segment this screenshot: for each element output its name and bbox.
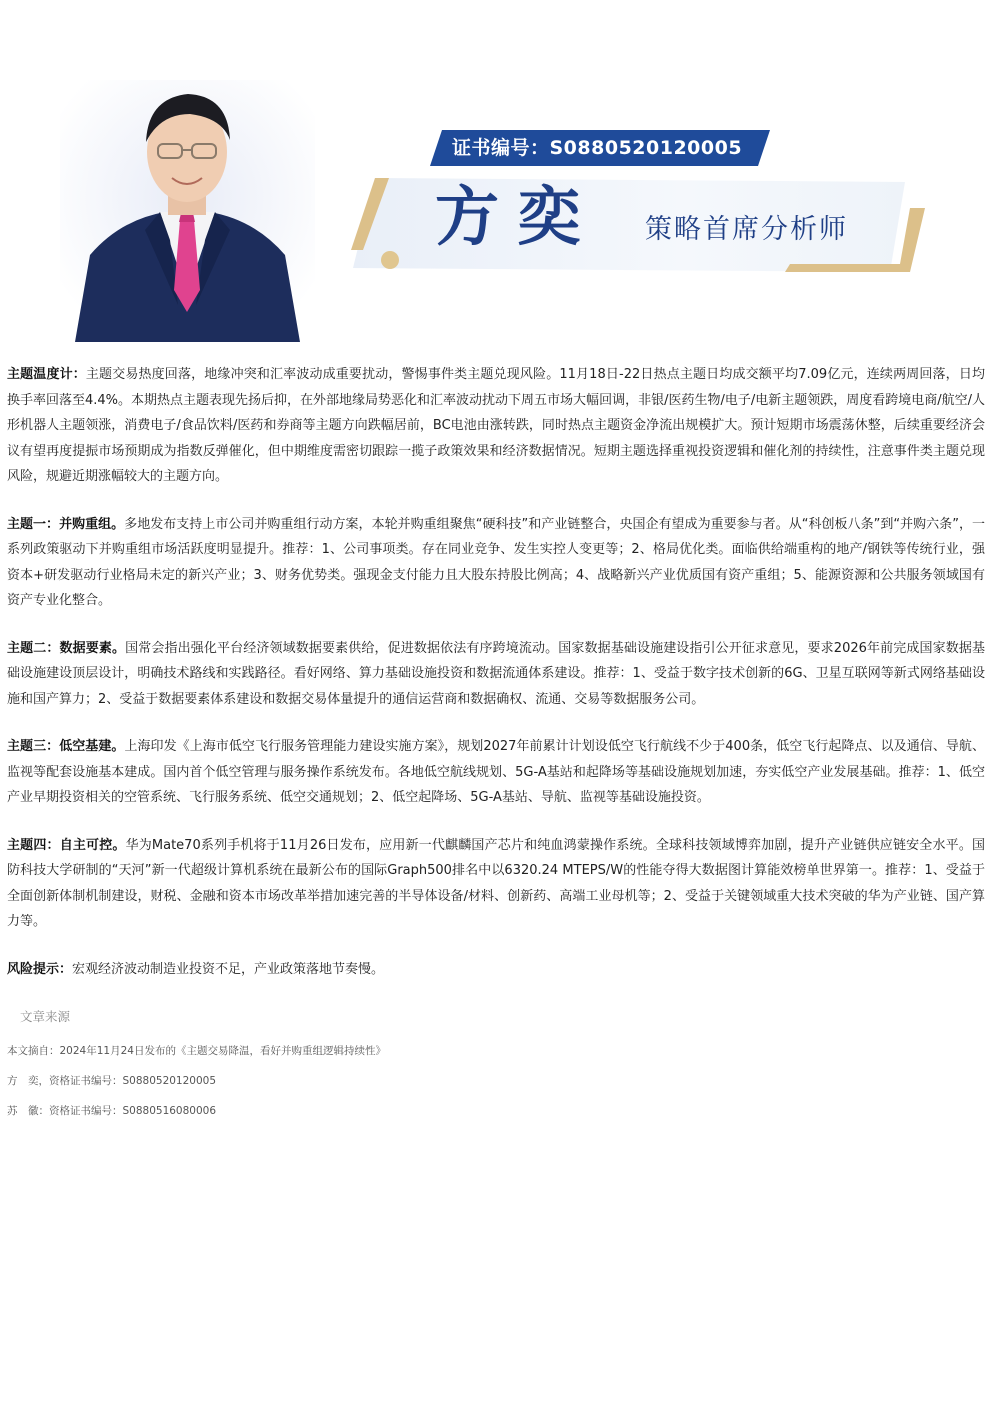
section-heading: 主题温度计： <box>7 367 86 382</box>
section-text: 宏观经济波动制造业投资不足，产业政策落地节奏慢。 <box>72 961 385 977</box>
article-body <box>7 362 985 1004</box>
analyst-banner <box>0 0 992 345</box>
section-text: 国常会指出强化平台经济领域数据要素供给，促进数据依法有序跨境流动。国家数据基础设施建设指引公开征求意见，要求2026年前完成国家数据基础设施建设顶层设计，明确技术路线和实践路径。看好网络、算力基础设施投资和数据流通体系建设。推荐：1、受益于数字技术创新的6G、卫星互联网等新式网络基础设施和国产算力；2、受益于数据要素体系建设和数据交易体量提升的通信运营商和数据确权、流通、交易等数据服务公司。 <box>7 640 985 707</box>
section-text: 主题交易热度回落，地缘冲突和汇率波动成重要扰动，警惕事件类主题兑现风险。11月18日-22日热点主题日均成交额平均7.09亿元，连续两周回落，日均换手率回落至4.4%。本期热点主题表现先扬后抑，在外部地缘局势恶化和汇率波动扰动下周五市场大幅回调，非银/医药生物/电子/电新主题领跌，周度看跨境电商/航空/人形机器人主题领涨，消费电子/食品饮料/医药和券商等主题方向跌幅居前，BC电池由涨转跌，同时热点主题资金净流出规模扩大。预计短期市场震荡休整，后续重要经济会议有望再度提振市场预期成为指数反弹催化，但中期维度需密切跟踪一揽子政策效果和经济数据情况。短期主题选择重视投资逻辑和催化剂的持续性，注意事件类主题兑现风险，规避近期涨幅较大的主题方向。 <box>7 367 985 484</box>
excerpt-line: 本文摘自：2024年11月24日发布的《主题交易降温，看好并购重组逻辑持续性》 <box>7 1045 386 1057</box>
article-source-label: 文章来源 <box>20 1009 71 1024</box>
section-self-reliance <box>7 833 985 935</box>
section-heading: 风险提示： <box>7 961 73 977</box>
section-heading: 主题三：低空基建。 <box>7 739 125 754</box>
section-text: 华为Mate70系列手机将于11月26日发布，应用新一代麒麟国产芯片和纯血鸿蒙操作系统。全球科技领域博弈加剧，提升产业链供应链安全水平。国防科技大学研制的“天河”新一代超级计算机系统在最新公布的国际Graph500排名中以6320.24 MTEPS/W的性能夺得大数据图计算能效榜单世界第一。推荐：1、受益于全面创新体制机制建设，财税、金融和资本市场改革举措加速完善的半导体设备/材料、创新药、高端工业母机等；2、受益于关键领域重大技术突破的华为产业链、国产算力等。 <box>7 837 985 929</box>
certificate-bar <box>430 130 770 166</box>
section-mergers <box>7 512 985 614</box>
section-heading: 主题一：并购重组。 <box>7 516 125 532</box>
section-text: 多地发布支持上市公司并购重组行动方案，本轮并购重组聚焦“硬科技”和产业链整合，央国企有望成为重要参与者。从“科创板八条”到“并购六条”，一系列政策驱动下并购重组市场活跃度明显提升。推荐：1、公司事项类。存在同业竞争、发生实控人变更等；2、格局优化类。面临供给端重构的地产/钢铁等传统行业，强资本+研发驱动行业格局未定的新兴产业；3、财务优势类。强现金支付能力且大股东持股比例高；4、战略新兴产业优质国有资产重组；5、能源资源和公共服务领域国有资产专业化整合。 <box>7 516 985 608</box>
section-data-elements <box>7 636 985 713</box>
analyst-portrait <box>60 80 315 342</box>
section-risk-warning <box>7 957 985 983</box>
section-text: 上海印发《上海市低空飞行服务管理能力建设实施方案》，规划2027年前累计计划设低空飞行航线不少于400条，低空飞行起降点、以及通信、导航、监视等配套设施基本建成。国内首个低空管理与服务操作系统发布。各地低空航线规划、5G-A基站和起降场等基础设施规划加速，夯实低空产业发展基础。推荐：1、低空产业早期投资相关的空管系统、飞行服务系统、低空交通规划；2、低空起降场、5G-A基站、导航、监视等基础设施投资。 <box>7 739 985 805</box>
section-heading: 主题二：数据要素。 <box>7 640 126 656</box>
name-band <box>345 172 930 280</box>
analyst-name: 方奕 <box>435 180 599 255</box>
section-low-altitude <box>7 734 985 811</box>
author-line: 方 奕，资格证书编号：S0880520120005 <box>7 1075 217 1087</box>
certificate-number: 证书编号：S0880520120005 <box>452 137 743 159</box>
section-theme-thermometer <box>7 362 985 490</box>
analyst-title: 策略首席分析师 <box>645 214 848 245</box>
author-line: 苏 徽：资格证书编号：S0880516080006 <box>7 1105 217 1117</box>
section-heading: 主题四：自主可控。 <box>7 837 126 853</box>
